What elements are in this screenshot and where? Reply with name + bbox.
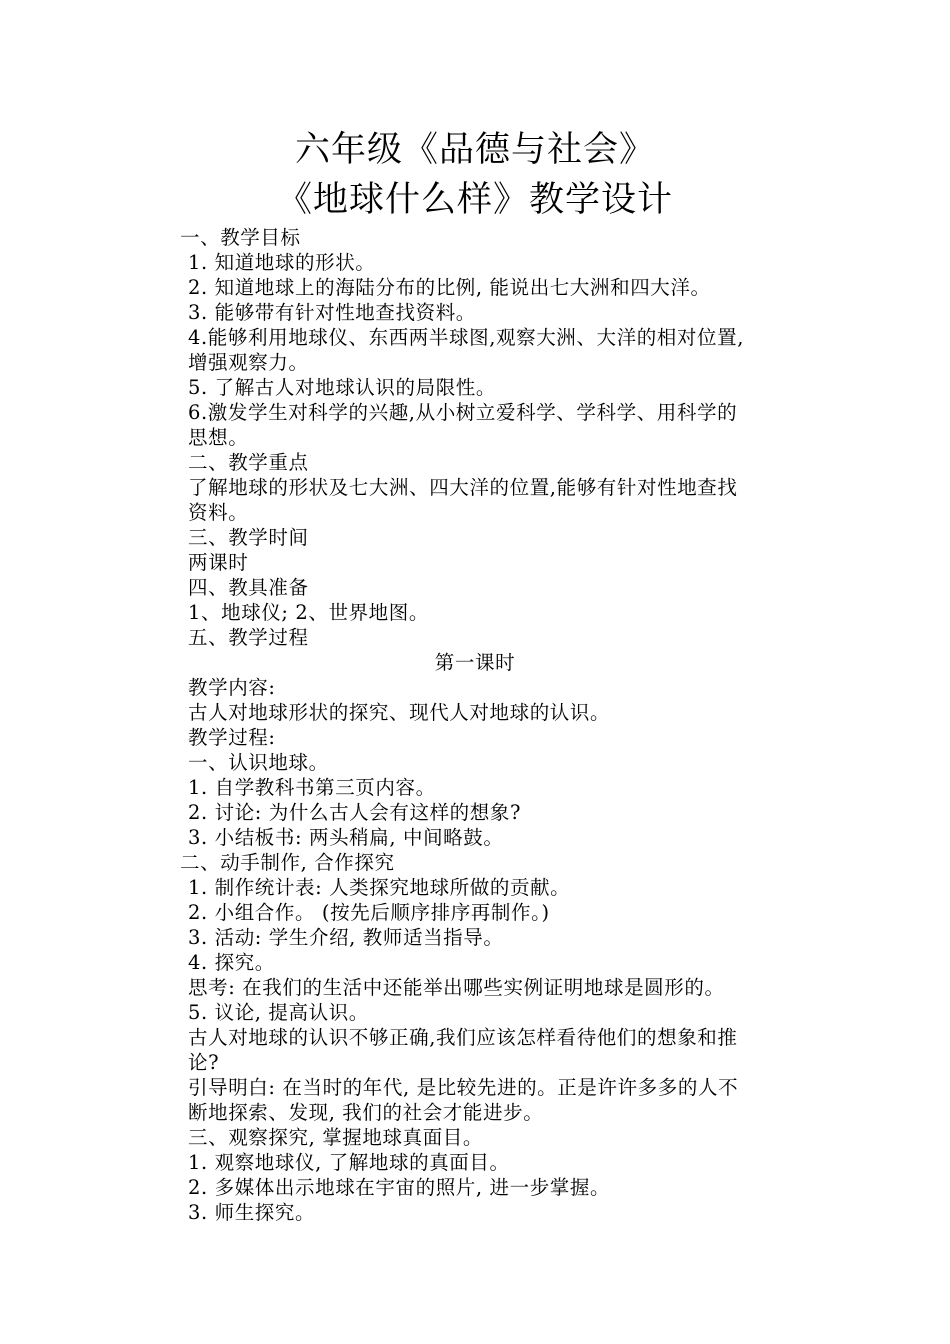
objective-item-3: 3. 能够带有针对性地查找资料。	[188, 301, 476, 324]
step-2-item-1: 1. 制作统计表: 人类探究地球所做的贡献。	[188, 876, 571, 899]
objective-item-6-cont: 思想。	[188, 426, 249, 449]
step-2-guide: 引导明白: 在当时的年代, 是比较先进的。正是许许多多的人不	[188, 1076, 739, 1099]
step-heading-2: 二、动手制作, 合作探究	[180, 851, 395, 874]
objective-item-6: 6.激发学生对科学的兴趣,从小树立爱科学、学科学、用科学的	[188, 401, 738, 424]
objective-item-1: 1. 知道地球的形状。	[188, 251, 376, 274]
section-heading-time: 三、教学时间	[188, 526, 309, 549]
key-points-text: 了解地球的形状及七大洲、四大洋的位置,能够有针对性地查找	[188, 476, 738, 499]
step-1-item-2: 2. 讨论: 为什么古人会有这样的想象?	[188, 801, 522, 824]
step-2-item-5: 5. 议论, 提高认识。	[188, 1001, 369, 1024]
content-label: 教学内容:	[188, 676, 276, 699]
step-2-item-4: 4. 探究。	[188, 951, 275, 974]
step-3-item-1: 1. 观察地球仪, 了解地球的真面目。	[188, 1151, 510, 1174]
objective-item-4: 4.能够利用地球仪、东西两半球图,观察大洲、大洋的相对位置,	[188, 326, 745, 349]
section-heading-key-points: 二、教学重点	[188, 451, 309, 474]
objective-item-5: 5. 了解古人对地球认识的局限性。	[188, 376, 497, 399]
step-2-guide-cont: 断地探索、发现, 我们的社会才能进步。	[188, 1101, 544, 1124]
materials-text: 1、地球仪; 2、世界地图。	[188, 601, 429, 624]
step-2-think: 思考: 在我们的生活中还能举出哪些实例证明地球是圆形的。	[188, 976, 725, 999]
step-2-discussion-cont: 论?	[188, 1051, 220, 1074]
document-title-line-1: 六年级《品德与社会》	[294, 130, 655, 170]
section-heading-objectives: 一、教学目标	[180, 226, 301, 249]
step-1-item-3: 3. 小结板书: 两头稍扁, 中间略鼓。	[188, 826, 504, 849]
step-3-item-2: 2. 多媒体出示地球在宇宙的照片, 进一步掌握。	[188, 1176, 611, 1199]
objective-item-4-cont: 增强观察力。	[188, 351, 309, 374]
lesson-heading-first: 第一课时	[434, 651, 516, 674]
step-3-item-3: 3. 师生探究。	[188, 1201, 316, 1224]
process-label: 教学过程:	[188, 726, 276, 749]
objective-item-2: 2. 知道地球上的海陆分布的比例, 能说出七大洲和四大洋。	[188, 276, 711, 299]
key-points-text-cont: 资料。	[188, 501, 249, 524]
section-heading-process: 五、教学过程	[188, 626, 309, 649]
step-heading-1: 一、认识地球。	[188, 751, 329, 774]
step-1-item-1: 1. 自学教科书第三页内容。	[188, 776, 436, 799]
step-2-item-2: 2. 小组合作。 (按先后顺序排序再制作。)	[188, 901, 550, 924]
step-2-item-3: 3. 活动: 学生介绍, 教师适当指导。	[188, 926, 504, 949]
section-heading-materials: 四、教具准备	[188, 576, 309, 599]
step-heading-3: 三、观察探究, 掌握地球真面目。	[188, 1126, 483, 1149]
time-text: 两课时	[188, 551, 249, 574]
document-title-line-2: 《地球什么样》教学设计	[276, 180, 673, 220]
content-text: 古人对地球形状的探究、现代人对地球的认识。	[188, 701, 611, 724]
step-2-discussion: 古人对地球的认识不够正确,我们应该怎样看待他们的想象和推	[188, 1026, 738, 1049]
